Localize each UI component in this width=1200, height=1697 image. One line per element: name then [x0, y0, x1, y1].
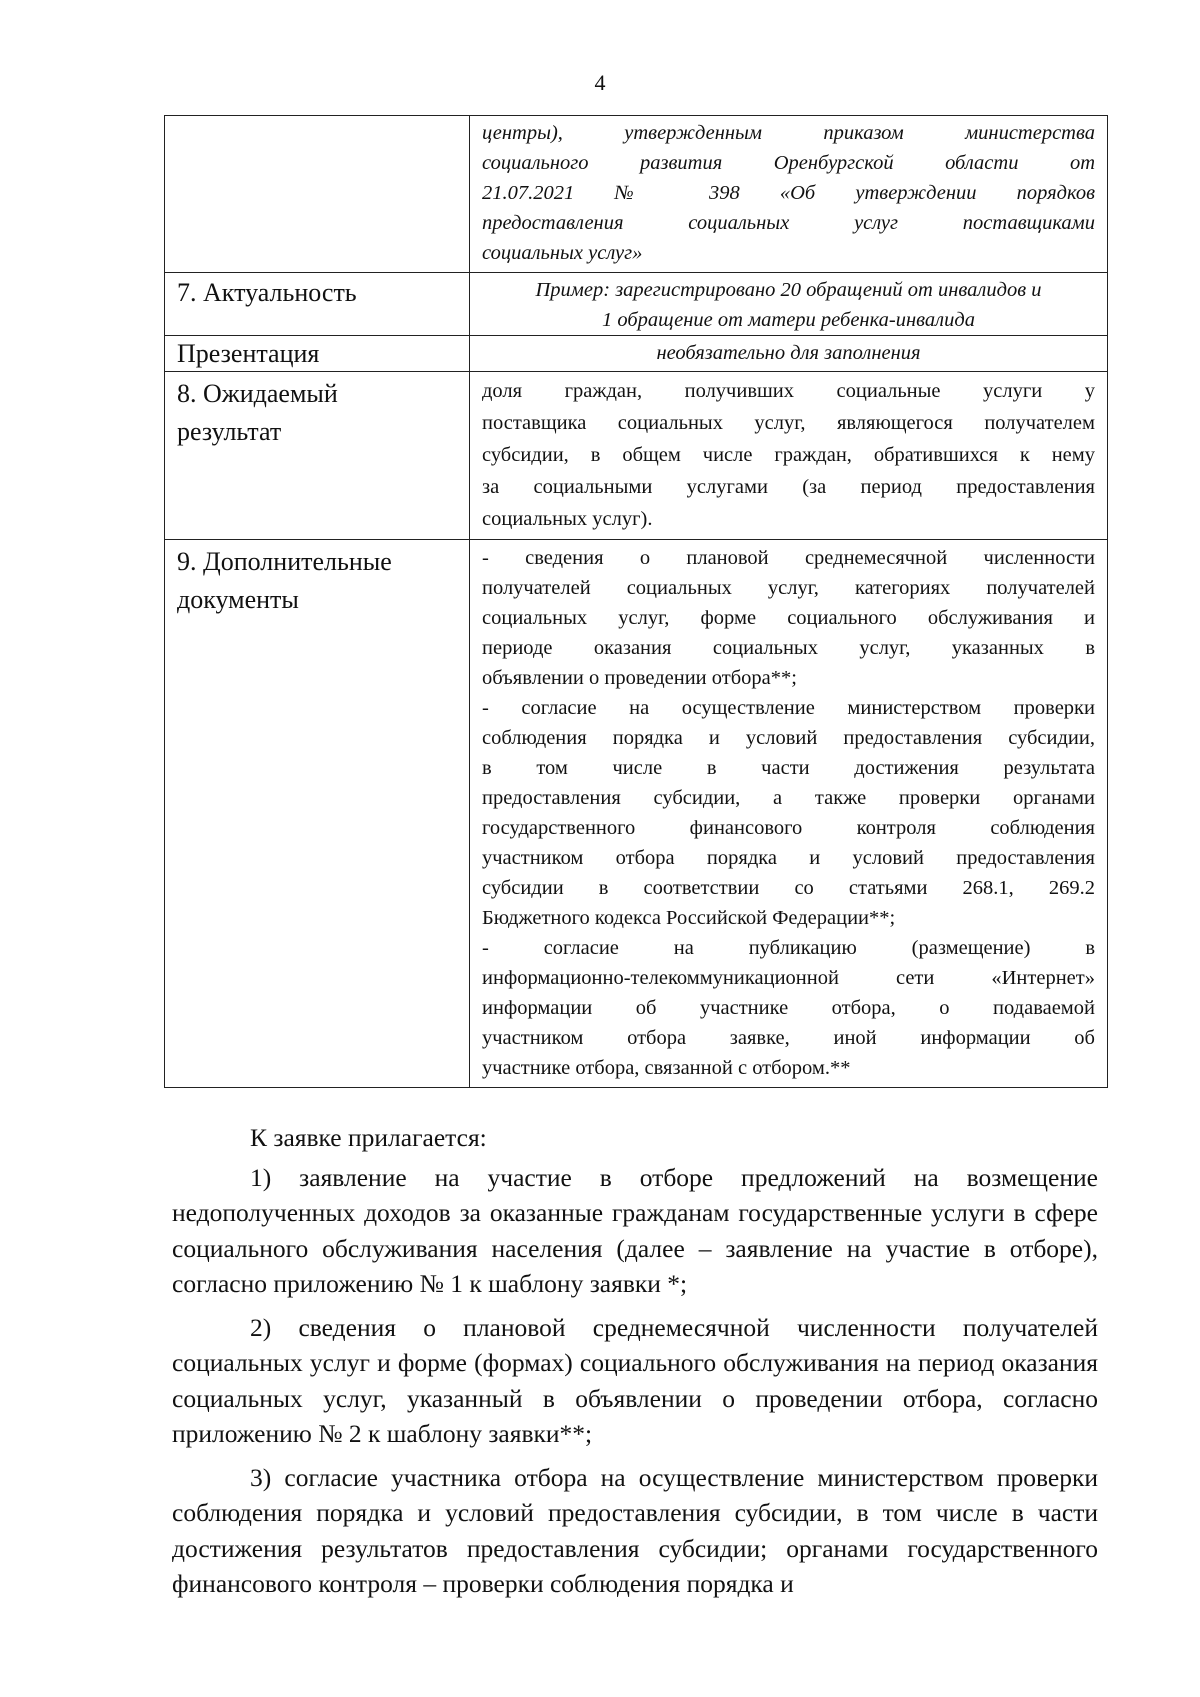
value-line: объявлении о проведении отбора**; — [482, 667, 797, 689]
value-line: соблюдения порядка и условий предоставления субсидии, — [482, 727, 1095, 749]
table-row-presentation — [165, 336, 1108, 372]
row-value-additional-documents — [470, 540, 1108, 1088]
label-line: результат — [177, 417, 282, 446]
value-line: социальных услуг» — [482, 242, 643, 264]
attachments-section — [172, 1120, 1098, 1610]
value-line: предоставления субсидии, а также проверки органами — [482, 787, 1095, 809]
attachment-item: 3) согласие участника отбора на осуществление министерством проверки соблюдения порядка и условий предоставления субсидии, в том числе в части достижения результатов предоставления субсидии; органами государственного финансового контроля – проверки соблюдения порядка и — [172, 1462, 1098, 1598]
value-line: - сведения о плановой среднемесячной численности — [482, 547, 1095, 569]
row-value-presentation — [470, 336, 1108, 372]
value-line: за социальными услугами (за период предоставления — [482, 476, 1095, 498]
table-row-relevance — [165, 273, 1108, 336]
label-line: 8. Ожидаемый — [177, 379, 338, 408]
value-line: субсидии в соответствии со статьями 268.1, 269.2 — [482, 877, 1095, 899]
row-value-expected-result — [470, 372, 1108, 540]
attachment-item: 1) заявление на участие в отборе предложений на возмещение недополученных доходов за оказанные гражданам государственные услуги в сфере социального обслуживания населения (далее – заявление на участие в отборе), согласно приложению № 1 к шаблону заявки *; — [172, 1162, 1098, 1298]
row-label-presentation: Презентация — [165, 336, 470, 372]
application-form-table — [164, 115, 1108, 1088]
value-line: центры), утвержденным приказом министерства — [482, 122, 1095, 144]
page-number: 4 — [594, 70, 606, 95]
label-line: 9. Дополнительные — [177, 547, 392, 576]
value-line: участником отбора порядка и условий предоставления — [482, 847, 1095, 869]
value-line: в том числе в части достижения результата — [482, 757, 1095, 779]
value-line: предоставления социальных услуг поставщиками — [482, 212, 1095, 234]
value-line: государственного финансового контроля соблюдения — [482, 817, 1095, 839]
value-line: поставщика социальных услуг, являющегося получателем — [482, 412, 1095, 434]
value-line: периоде оказания социальных услуг, указанных в — [482, 637, 1095, 659]
row-label-relevance: 7. Актуальность — [165, 273, 470, 336]
value-line: субсидии, в общем числе граждан, обратившихся к нему — [482, 444, 1095, 466]
value-line: получателей социальных услуг, категориях получателей — [482, 577, 1095, 599]
table-row-additional-documents — [165, 540, 1108, 1088]
value-line: участником отбора заявке, иной информации об — [482, 1027, 1095, 1049]
row-value-relevance — [470, 273, 1108, 336]
table-row-expected-result — [165, 372, 1108, 540]
value-line: социального развития Оренбургской области от — [482, 152, 1095, 174]
attachment-item: 2) сведения о плановой среднемесячной численности получателей социальных услуг и форме (формах) социального обслуживания на период оказания социальных услуг, указанный в объявлении о проведении отбора, согласно приложению № 2 к шаблону заявки**; — [172, 1312, 1098, 1448]
value-line: участнике отбора, связанной с отбором.** — [482, 1057, 851, 1079]
value-line: информационно-телекоммуникационной сети «Интернет» — [482, 967, 1095, 989]
value-line: необязательно для заполнения — [656, 342, 921, 364]
value-line: социальных услуг). — [482, 508, 653, 530]
value-line: социальных услуг, форме социального обслуживания и — [482, 607, 1095, 629]
label-line: документы — [177, 585, 299, 614]
value-line: Бюджетного кодекса Российской Федерации**; — [482, 907, 896, 929]
value-line: информации об участнике отбора, о подаваемой — [482, 997, 1095, 1019]
row-label-expected-result — [165, 372, 470, 540]
attachments-heading: К заявке прилагается: — [250, 1123, 487, 1152]
value-line: Пример: зарегистрировано 20 обращений от инвалидов и — [535, 279, 1042, 301]
row-label-empty — [165, 116, 470, 273]
value-line: доля граждан, получивших социальные услуги у — [482, 380, 1095, 402]
value-line: - согласие на осуществление министерством проверки — [482, 697, 1095, 719]
value-line: 1 обращение от матери ребенка-инвалида — [602, 309, 975, 331]
row-label-additional-documents — [165, 540, 470, 1088]
value-line: 21.07.2021 № 398 «Об утверждении порядков — [482, 182, 1095, 204]
row-value-continuation — [470, 116, 1108, 273]
table-row-continuation — [165, 116, 1108, 273]
value-line: - согласие на публикацию (размещение) в — [482, 937, 1095, 959]
